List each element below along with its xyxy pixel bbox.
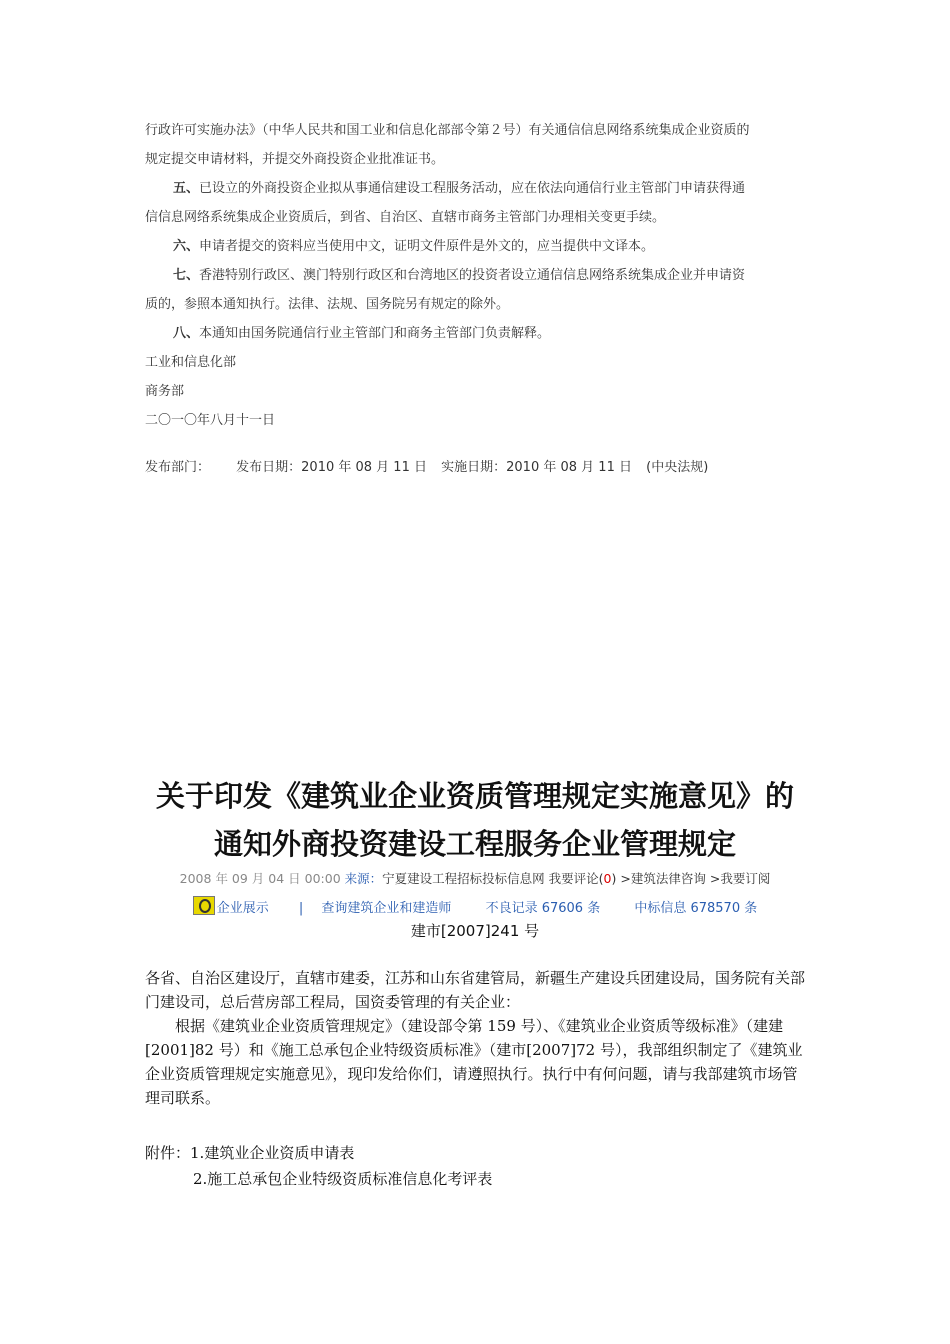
clause-5-cont: 信信息网络系统集成企业资质后，到省、自治区、直辖市商务主管部门办理相关变更手续。 <box>145 210 666 225</box>
nav-separator: | <box>298 901 304 916</box>
attachment-1-text: 1.建筑业企业资质申请表 <box>190 1144 355 1162</box>
text-line: 规定提交申请材料，并提交外商投资企业批准证书。 <box>145 152 445 167</box>
attachment-2: 2.施工总承包企业特级资质标准信息化考评表 <box>193 1170 493 1188</box>
attachments <box>145 1140 492 1192</box>
clause-8 <box>145 319 810 348</box>
attachment-label: 附件： <box>145 1144 191 1162</box>
text-line: 行政许可实施办法》（中华人民共和国工业和信息化部部令第２号）有关通信信息网络系统集成企业资质的 <box>145 123 750 138</box>
comment-label: 我要评论( <box>548 871 604 886</box>
comment-count: 0 <box>603 871 612 886</box>
comment-link[interactable] <box>549 871 617 886</box>
publish-date: 发布日期：2010 年 08 月 11 日 <box>236 460 427 475</box>
effective-date: 实施日期：2010 年 08 月 11 日 <box>441 460 632 475</box>
clause-6 <box>145 232 810 261</box>
clause-text: 已设立的外商投资企业拟从事通信建设工程服务活动，应在依法向通信行业主管部门申请获得通 <box>199 181 746 196</box>
article-body <box>145 966 810 1110</box>
clause-number: 七、 <box>173 268 200 283</box>
source-name: 宁夏建设工程招标投标信息网 <box>382 871 545 886</box>
comment-close: ) <box>611 871 617 886</box>
addressee-paragraph: 各省、自治区建设厅，直辖市建委，江苏和山东省建管局，新疆生产建设兵团建设局，国务院有关部门建设司，总后营房部工程局，国资委管理的有关企业： <box>145 969 806 1011</box>
search-icon[interactable] <box>193 896 215 915</box>
document-number: 建市[2007]241 号 <box>410 922 540 940</box>
query-company-link[interactable]: 查询建筑企业和建造师 <box>321 901 452 916</box>
article-datetime: 2008 年 09 月 04 日 00:00 <box>179 871 341 886</box>
clause-number: 六、 <box>173 239 200 254</box>
clause-text: 香港特别行政区、澳门特别行政区和台湾地区的投资者设立通信信息网络系统集成企业并申请资 <box>199 268 746 283</box>
main-paragraph: 根据《建筑业企业资质管理规定》（建设部令第 159 号）、《建筑业企业资质等级标准》（建建[2001]82 号）和《施工总承包企业特级资质标准》（建市[2007]72 号），我部组织制定了《建筑业企业资质管理规定实施意见》，现印发给你们，请遵照执行。执行中有何问题，请与我部建筑市场管理司联系。 <box>145 1017 803 1107</box>
nav-links <box>120 896 830 916</box>
clause-number: 八、 <box>173 326 200 341</box>
article-title-line2: 通知外商投资建设工程服务企业管理规定 <box>213 827 736 861</box>
bid-info-link[interactable]: 中标信息 678570 条 <box>634 901 758 916</box>
clause-7 <box>145 261 810 290</box>
publish-meta <box>145 456 718 475</box>
subscribe-link[interactable]: >我要订阅 <box>709 871 771 886</box>
publish-dept: 发布部门： <box>145 460 211 475</box>
section1 <box>145 116 810 435</box>
article-title-line1: 关于印发《建筑业企业资质管理规定实施意见》的 <box>155 779 794 813</box>
clause-number: 五、 <box>173 181 200 196</box>
signature-ministry: 工业和信息化部 <box>145 355 237 370</box>
source-label: 来源： <box>344 871 383 886</box>
clause-5 <box>145 174 810 203</box>
clause-text: 本通知由国务院通信行业主管部门和商务主管部门负责解释。 <box>199 326 551 341</box>
clause-7-cont: 质的，参照本通知执行。法律、法规、国务院另有规定的除外。 <box>145 297 510 312</box>
legal-consult-link[interactable]: >建筑法律咨询 <box>620 871 706 886</box>
article-info <box>120 869 830 887</box>
signature-commerce: 商务部 <box>145 384 185 399</box>
bad-record-link[interactable]: 不良记录 67606 条 <box>485 901 601 916</box>
attachment-1 <box>145 1140 492 1166</box>
clause-text: 申请者提交的资料应当使用中文，证明文件原件是外文的，应当提供中文译本。 <box>199 239 655 254</box>
company-showcase-link[interactable]: 企业展示 <box>216 901 269 916</box>
category: (中央法规) <box>646 460 709 475</box>
signature-date: 二〇一〇年八月十一日 <box>145 413 276 428</box>
